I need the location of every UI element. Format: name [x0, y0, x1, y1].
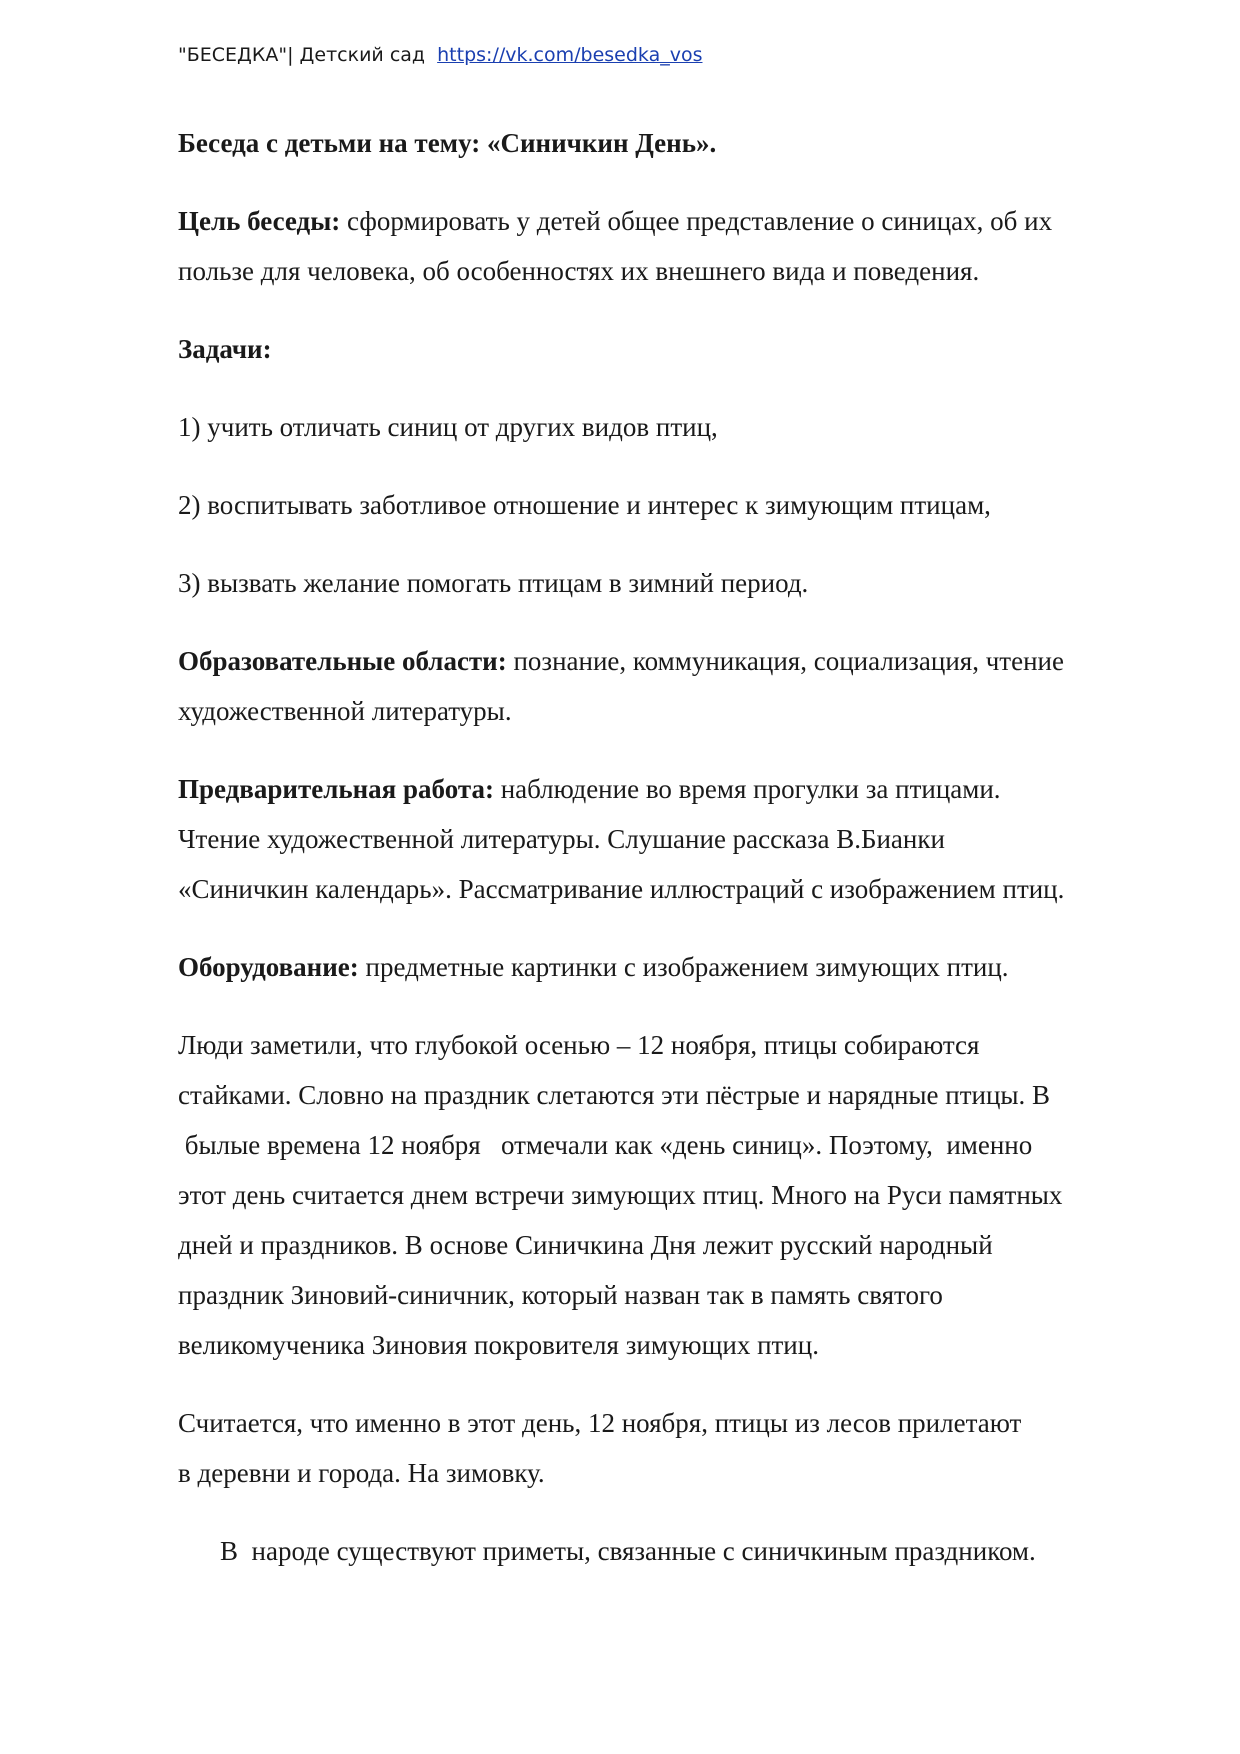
- story-line-2: стайками. Словно на праздник слетаются эти пёстрые и нарядные птицы. В: [178, 1080, 1051, 1110]
- story-line-3: былые времена 12 ноября отмечали как «день синиц». Поэтому, именно: [178, 1130, 1033, 1160]
- equipment-section: [178, 942, 1158, 992]
- story-line-6: праздник Зиновий-синичник, который назван так в память святого: [178, 1280, 943, 1310]
- prework-text-line-2: Чтение художественной литературы. Слушание рассказа В.Бианки: [178, 824, 945, 854]
- document-title: Беседа с детьми на тему: «Синичкин День».: [178, 128, 717, 158]
- goal-label: Цель беседы:: [178, 206, 341, 236]
- omens-paragraph: В народе существуют приметы, связанные с синичкиным праздником.: [220, 1536, 1036, 1566]
- equipment-label: Оборудование:: [178, 952, 359, 982]
- header-link[interactable]: https://vk.com/besedka_vos: [437, 44, 703, 66]
- goal-section: [178, 196, 1158, 296]
- story-line-4: этот день считается днем встречи зимующих птиц. Много на Руси памятных: [178, 1180, 1063, 1210]
- page-header: [178, 44, 703, 66]
- areas-section: [178, 636, 1158, 736]
- arrival-line-2: в деревни и города. На зимовку.: [178, 1458, 545, 1488]
- tasks-label: Задачи:: [178, 334, 272, 364]
- goal-text-line-2: пользе для человека, об особенностях их внешнего вида и поведения.: [178, 256, 980, 286]
- story-line-5: дней и праздников. В основе Синичкина Дня лежит русский народный: [178, 1230, 993, 1260]
- areas-text-line-2: художественной литературы.: [178, 696, 512, 726]
- header-site-name: "БЕСЕДКА"| Детский сад: [178, 44, 426, 66]
- goal-text-line-1: сформировать у детей общее представление о синицах, об их: [347, 206, 1053, 236]
- document-body: [178, 118, 1158, 1604]
- areas-text-line-1: познание, коммуникация, социализация, чтение: [513, 646, 1064, 676]
- prework-label: Предварительная работа:: [178, 774, 494, 804]
- story-paragraph: [178, 1020, 1158, 1370]
- prework-text-line-3: «Синичкин календарь». Рассматривание иллюстраций с изображением птиц.: [178, 874, 1065, 904]
- task-item-1: 1) учить отличать синиц от других видов птиц,: [178, 412, 718, 442]
- areas-label: Образовательные области:: [178, 646, 507, 676]
- task-item-2: 2) воспитывать заботливое отношение и интерес к зимующим птицам,: [178, 490, 991, 520]
- prework-text-line-1: наблюдение во время прогулки за птицами.: [500, 774, 1001, 804]
- arrival-line-1: Считается, что именно в этот день, 12 ноября, птицы из лесов прилетают: [178, 1408, 1022, 1438]
- tasks-heading-block: [178, 324, 1158, 374]
- story-line-1: Люди заметили, что глубокой осенью – 12 ноября, птицы собираются: [178, 1030, 980, 1060]
- equipment-text: предметные картинки с изображением зимующих птиц.: [365, 952, 1009, 982]
- prework-section: [178, 764, 1158, 914]
- task-item-3: 3) вызвать желание помогать птицам в зимний период.: [178, 568, 809, 598]
- story-line-7: великомученика Зиновия покровителя зимующих птиц.: [178, 1330, 819, 1360]
- arrival-paragraph: [178, 1398, 1158, 1498]
